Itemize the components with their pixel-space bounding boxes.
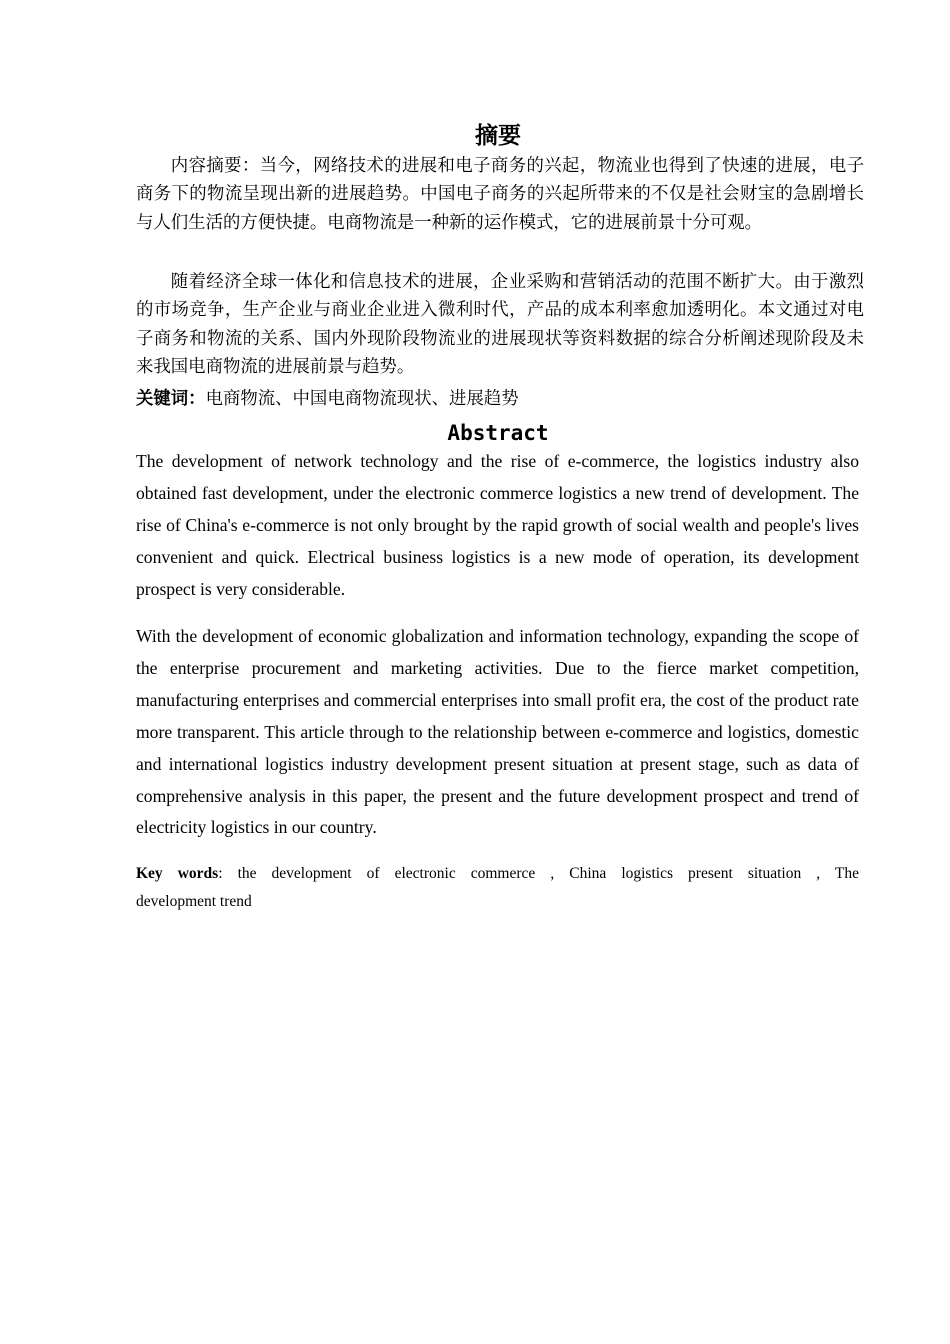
english-keywords-text-line-2: development trend <box>136 893 252 910</box>
english-abstract-title: Abstract <box>447 421 549 445</box>
english-keywords <box>136 860 859 916</box>
chinese-abstract-paragraph-1: 内容摘要：当今，网络技术的进展和电子商务的兴起，物流业也得到了快速的进展，电子商务下的物流呈现出新的进展趋势。中国电子商务的兴起所带来的不仅是社会财宝的急剧增长与人们生活的方便快捷。电商物流是一种新的运作模式，它的进展前景十分可观。 <box>136 156 864 233</box>
english-keywords-text-line-1: : the development of electronic commerce , China logistics present situation , The <box>218 865 860 882</box>
chinese-abstract-title: 摘要 <box>475 123 521 149</box>
english-keywords-label: Key words <box>136 865 219 882</box>
chinese-abstract-paragraph-2: 随着经济全球一体化和信息技术的进展，企业采购和营销活动的范围不断扩大。由于激烈的市场竞争，生产企业与商业企业进入微利时代，产品的成本利率愈加透明化。本文通过对电子商务和物流的关系、国内外现阶段物流业的进展现状等资料数据的综合分析阐述现阶段及未来我国电商物流的进展前景与趋势。 <box>136 272 864 378</box>
chinese-keywords-text: 电商物流、中国电商物流现状、进展趋势 <box>205 389 519 409</box>
chinese-keywords-label: 关键词： <box>136 389 206 409</box>
english-abstract-paragraph-1: The development of network technology and the rise of e-commerce, the logistics industry also obtained fast development, under the electronic commerce logistics a new trend of development. The rise of China's e-commerce is not only brought by the rapid growth of social wealth and people's lives convenient and quick. Electrical business logistics is a new mode of operation, its development prospect is very considerable. <box>136 451 859 599</box>
english-abstract-paragraph-2: With the development of economic globalization and information technology, expanding the scope of the enterprise procurement and marketing activities. Due to the fierce market competition, manufacturing enterprises and commercial enterprises into small profit era, the cost of the product rate more transparent. This article through to the relationship between e-commerce and logistics, domestic and international logistics industry development present situation at present stage, such as data of comprehensive analysis in this paper, the present and the future development prospect and trend of electricity logistics in our country. <box>136 626 859 838</box>
chinese-keywords <box>136 385 864 413</box>
